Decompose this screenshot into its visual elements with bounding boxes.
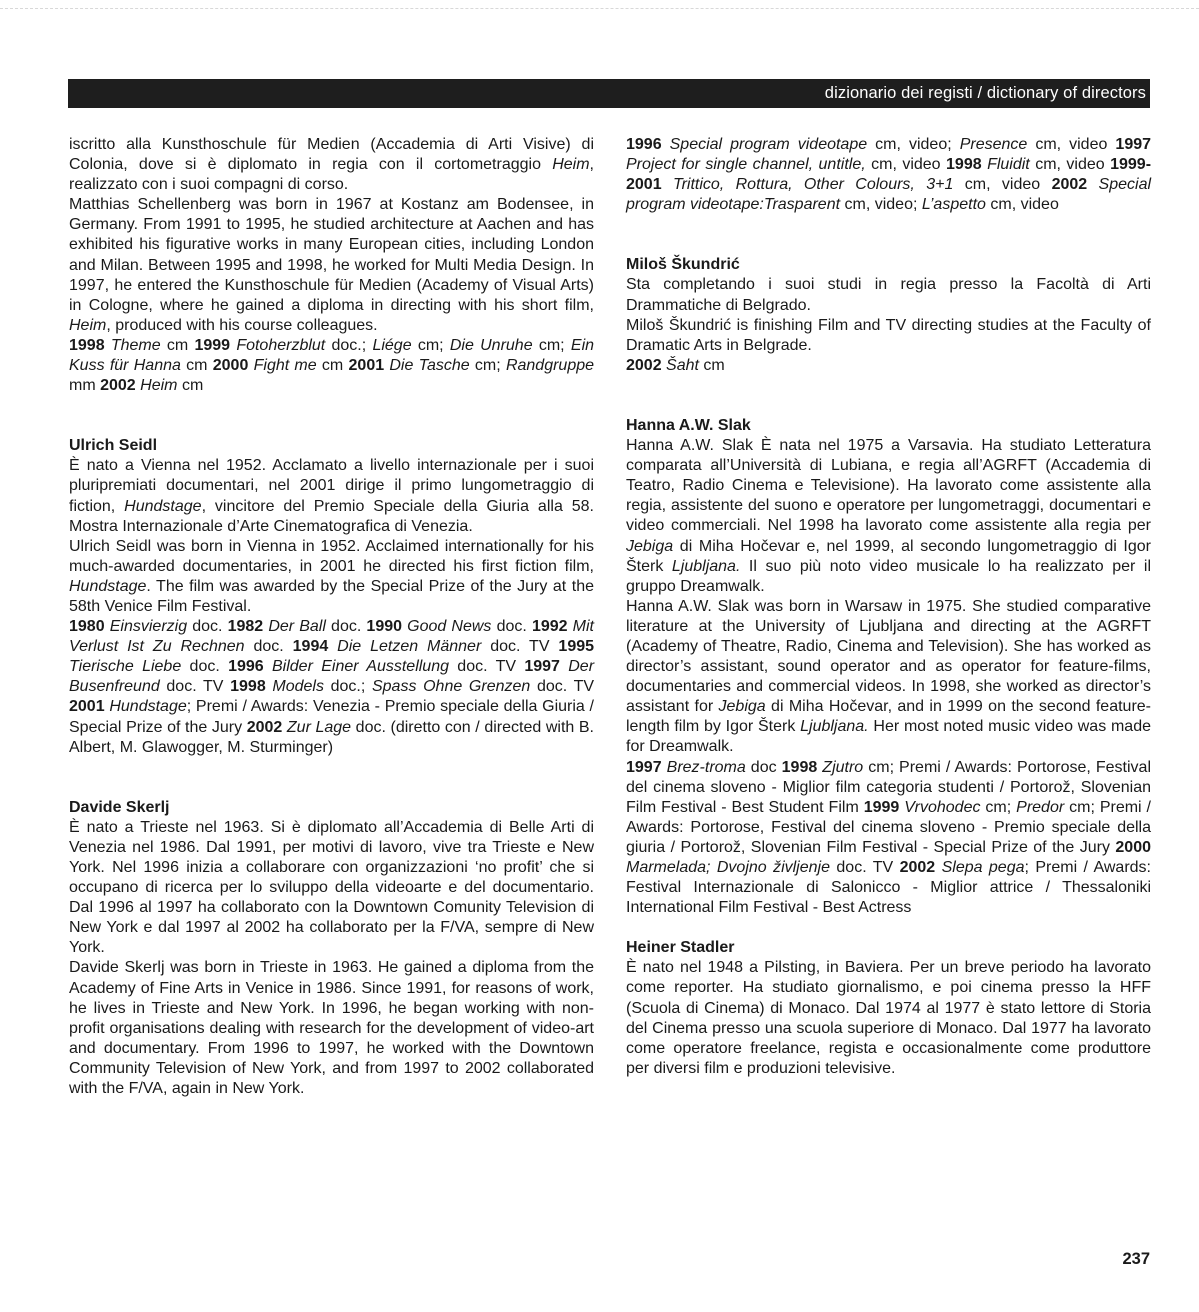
credit-title: Fotoherzblut — [236, 336, 326, 354]
credit-year: 2002 — [246, 718, 287, 736]
credit-year: 2000 — [1115, 838, 1151, 856]
credit-text: cm, video; — [867, 136, 960, 153]
credit-title: Die Unruhe — [449, 336, 533, 354]
filmography — [69, 617, 594, 758]
top-rule — [0, 8, 1199, 9]
credit-title: Einsvierzig — [109, 618, 188, 636]
credit-title: Theme — [110, 336, 161, 354]
credit-text: cm; — [469, 357, 506, 375]
credit-year: 2002 — [899, 859, 942, 876]
bio-english — [69, 195, 594, 336]
credit-text: doc. — [244, 638, 293, 656]
credit-title: Trittico, Rottura, Other Colours, 3+1 — [672, 176, 954, 194]
credit-year: 1997 — [524, 658, 569, 676]
credit-text: doc. TV — [530, 678, 595, 696]
entry-skundric — [626, 255, 1151, 376]
credit-text: doc. — [181, 658, 229, 676]
credit-title: Fight me — [253, 357, 317, 375]
credit-year: 1998 — [781, 758, 823, 776]
text: È nato a Vienna nel 1952. Acclamato a livello internazionale per i suoi pluripremiati documentari, nel 2001 dirige il primo lungometraggio di fiction, — [69, 457, 594, 515]
credit-title: Tierische Liebe — [69, 658, 182, 676]
text: Ulrich Seidl was born in Vienna in 1952. Acclaimed internationally for his much-awarded documentaries, in 2001 he directed his first fiction film, — [69, 537, 594, 575]
text: di Miha Hočevar e, nel 1999, al secondo lungometraggio di Igor Šterk — [626, 537, 1151, 575]
film-title: Hundstage — [69, 577, 147, 595]
page-number: 237 — [1122, 1250, 1150, 1268]
credit-text: cm, video — [985, 196, 1059, 214]
credit-year: 2001 — [348, 357, 390, 375]
bio-english — [626, 597, 1151, 758]
credit-text: cm — [316, 357, 349, 375]
credit-text: doc. — [325, 618, 367, 636]
credit-text: doc. TV — [481, 638, 559, 656]
director-name: Miloš Škundrić — [626, 256, 740, 274]
filmography — [626, 135, 1151, 215]
credit-year: 1994 — [292, 638, 338, 656]
entry-gap — [626, 918, 1151, 938]
film-title: Heim — [69, 316, 107, 334]
filmography — [69, 336, 594, 396]
film-title: Ljubljana. — [671, 557, 741, 575]
film-title: Heim — [552, 156, 590, 174]
credit-year: 1990 — [366, 618, 408, 636]
credit-text: doc. (diretto con / directed with B. Albert, M. Glawogger, M. Sturminger) — [69, 718, 594, 756]
bio-italian — [626, 436, 1151, 597]
credit-title: Die Letzen Männer — [337, 638, 482, 656]
credit-year: 1998 — [69, 336, 111, 354]
text: . The film was awarded by the Special Prize of the Jury at the 58th Venice Film Festival. — [69, 577, 594, 615]
credit-title: Slepa pega — [941, 859, 1025, 876]
credit-year: 1996 — [228, 658, 272, 676]
credit-title: Mit Verlust Ist Zu Rechnen — [69, 618, 594, 656]
credit-title: Spass Ohne Grenzen — [371, 678, 531, 696]
credit-title: Fluidit — [987, 156, 1030, 174]
credit-text: doc. — [491, 618, 532, 636]
entry-skerlj — [69, 798, 594, 1099]
credit-text: cm, video; — [840, 196, 922, 214]
left-column — [69, 135, 594, 1099]
director-name: Hanna A.W. Slak — [626, 416, 751, 434]
bio-italian: È nato nel 1948 a Pilsting, in Baviera. Per un breve periodo ha lavorato come reporter. Ha studiato giornalismo, e poi cinema presso la HFF (Scuola di Cinema) di Monaco. Dal 1974 al 1977 è stato lettore di Storia del Cinema presso una scuola superiore di Monaco. Dal 1977 ha lavorato come operatore freelance, regista e occasionalmente come produttore per diversi film e produzioni televisive. — [626, 959, 1151, 1077]
credit-title: L’aspetto — [921, 196, 986, 214]
credit-year: 1996 — [626, 136, 670, 153]
section-title: dizionario dei registi / dictionary of directors — [824, 84, 1146, 102]
section-header-bar — [68, 79, 1150, 108]
credit-title: Liége — [372, 336, 412, 354]
filmography — [626, 758, 1151, 919]
credit-year: 1997 — [626, 758, 667, 776]
credit-title: Der Busenfreund — [69, 658, 595, 696]
film-title: Ljubljana. — [800, 718, 869, 736]
credit-text: cm — [698, 356, 725, 374]
credit-title: Vrvohodec — [904, 798, 981, 816]
text: Hanna A.W. Slak was born in Warsaw in 1975. She studied comparative literature at the University of Ljubljana and directing at the AGRFT (Academy of Theatre, Radio, Cinema and Television). She has worked as director’s assistant, sound operator and as operator for feature-films, documentaries and commercial videos. In 1998, she worked as director’s assistant for — [626, 597, 1151, 716]
credit-title: Project for single channel, untitle, — [626, 156, 866, 174]
credit-year: 1998 — [230, 678, 273, 696]
text: , realizzato con i suoi compagni di corso. — [69, 156, 594, 194]
credit-title: Special program videotape — [669, 136, 868, 153]
credit-title: Randgruppe — [505, 357, 595, 375]
credit-text: cm; Premi / Awards: Portorose, Festival del cinema sloveno - Miglior film categoria studenti / Portorož, Slovenian Film Festival - Best Student Film — [626, 758, 1152, 816]
credit-year: 2002 — [626, 356, 667, 374]
credit-title: Predor — [1016, 798, 1065, 816]
credit-text: cm — [180, 357, 213, 375]
credit-title: Zjutro — [822, 758, 864, 776]
credit-text: cm, video — [865, 156, 947, 174]
text: Matthias Schellenberg was born in 1967 at Kostanz am Bodensee, in Germany. From 1991 to 1995, he studied architecture at Aachen and has exhibited his figurative works in many European cities, including London and Milan. Between 1995 and 1998, he worked for Multi Media Design. In 1997, he entered the Kunsthoschule für Medien (Academy of Visual Arts) in Cologne, where he gained a diploma in directing with his short film, — [69, 196, 594, 314]
credit-text: doc — [745, 758, 782, 776]
credit-title: Zur Lage — [286, 718, 352, 736]
credit-title: Hundstage — [109, 698, 187, 716]
credit-title: Marmelada; Dvojno življenje — [626, 859, 830, 876]
credit-title: Presence — [959, 136, 1028, 153]
entry-gap — [69, 758, 594, 798]
bio-italian: Sta completando i suoi studi in regia presso la Facoltà di Arti Drammatiche di Belgrado. — [626, 276, 1151, 314]
film-title: Hundstage — [124, 497, 202, 515]
credit-year: 1997 — [1115, 136, 1152, 153]
entry-gap — [626, 376, 1151, 416]
credit-text: cm; — [411, 336, 450, 354]
credit-text: cm — [160, 336, 195, 354]
credit-title: Die Tasche — [389, 357, 470, 375]
credit-title: Šaht — [666, 356, 699, 374]
credit-year: 1999 — [194, 336, 237, 354]
credit-text: doc.; — [323, 678, 372, 696]
credit-text: doc. — [187, 618, 228, 636]
credit-title: Good News — [407, 618, 492, 636]
credit-text: ; Premi / Awards: Venezia - Premio speciale della Giuria / Special Prize of the Jury — [69, 698, 595, 736]
credit-year: 1992 — [531, 618, 573, 636]
text: Hanna A.W. Slak È nata nel 1975 a Varsavia. Ha studiato Letteratura comparata all’Università di Lubiana, e regia all’AGRFT (Accademia di Teatro, Radio Cinema e Televisione). Ha lavorato come assistente alla regia, assistente del suono e operatore per lungometraggi, documentari e video commerciali. Nel 1998 ha lavorato come assistente alla regia per — [626, 437, 1151, 535]
credit-year: 2000 — [212, 357, 254, 375]
credit-year: 1999-2001 — [626, 156, 1152, 194]
entry-stadler — [626, 938, 1151, 1079]
entry-skerlj-continued — [626, 135, 1151, 215]
bio-italian — [69, 456, 594, 536]
credit-year: 1980 — [69, 618, 110, 636]
credit-year: 2002 — [100, 377, 141, 395]
credit-text: cm; — [980, 798, 1017, 816]
credit-text: ; Premi / Awards: Festival Internazionale di Salonicco - Miglior attrice / Thessaloniki International Film Festival - Best Actress — [626, 859, 1152, 917]
credit-title: Heim — [140, 377, 178, 395]
credit-text: cm; — [532, 336, 571, 354]
text: , produced with his course colleagues. — [106, 316, 378, 334]
film-title: Jebiga — [626, 537, 674, 555]
credit-year: 2001 — [69, 698, 110, 716]
director-name: Ulrich Seidl — [69, 437, 158, 455]
credit-text: doc. TV — [159, 678, 231, 696]
entry-gap — [626, 215, 1151, 255]
bio-italian: È nato a Trieste nel 1963. Si è diplomato all’Accademia di Belle Arti di Venezia nel 1986. Dal 1991, per motivi di lavoro, vive tra Trieste e New York. Nel 1996 inizia a collaborare con organizzazioni ‘no profit’ che si occupano di ricerca per lo sviluppo della videoarte e del documentario. Dal 1996 al 1997 ha collaborato con la Downtown Comunity Television di New York e dal 1997 al 2002 ha collaborato per la F/VA, sempre di New York. — [69, 818, 594, 957]
credit-year: 2002 — [1051, 176, 1099, 194]
right-column — [626, 135, 1151, 1079]
bio-english: Miloš Škundrić is finishing Film and TV directing studies at the Faculty of Dramatic Arts in Belgrade. — [626, 316, 1151, 354]
credit-text: cm — [177, 377, 204, 395]
credit-title: Bilder Einer Ausstellung — [272, 658, 449, 676]
text: Her most noted music video was made for Dreamwalk. — [626, 718, 1151, 756]
credit-text: doc.; — [325, 336, 373, 354]
filmography — [626, 356, 1151, 376]
director-name: Davide Skerlj — [69, 798, 170, 816]
credit-text: doc. TV — [449, 658, 525, 676]
entry-gap — [69, 396, 594, 436]
credit-year: 1999 — [863, 798, 905, 816]
credit-title: Special program videotape:Trasparent — [626, 176, 1152, 214]
credit-text: mm — [69, 377, 101, 395]
credit-text: cm, video — [1029, 156, 1111, 174]
entry-slak — [626, 416, 1151, 918]
text: Il suo più noto video musicale lo ha realizzato per il gruppo Dreamwalk. — [626, 557, 1151, 595]
entry-seidl — [69, 436, 594, 758]
credit-title: Ein Kuss für Hanna — [69, 336, 595, 375]
bio-english — [69, 537, 594, 617]
credit-text: cm, video — [1027, 136, 1116, 153]
text: iscritto alla Kunsthoschule für Medien (Accademia di Arti Visive) di Colonia, dove si è diplomato in regia con il cortometraggio — [69, 136, 594, 174]
credit-text: cm; Premi / Awards: Portorose, Festival del cinema sloveno - Premio speciale della giuria / Portorož, Slovenian Film Festival - Special Prize of the Jury — [626, 798, 1152, 856]
entry-schellenberg — [69, 135, 594, 396]
credit-title: Models — [272, 678, 324, 696]
bio-italian — [69, 135, 594, 195]
text: di Miha Hočevar, and in 1999 on the second feature-length film by Igor Šterk — [626, 698, 1152, 736]
credit-title: Brez-troma — [666, 758, 746, 776]
credit-title: Der Ball — [268, 618, 326, 636]
film-title: Jebiga — [718, 698, 766, 716]
credit-year: 1982 — [227, 618, 269, 636]
credit-year: 1998 — [946, 156, 988, 174]
credit-text: cm, video — [953, 176, 1052, 194]
bio-english: Davide Skerlj was born in Trieste in 1963. He gained a diploma from the Academy of Fine Arts in Venice in 1986. Since 1991, for reasons of work, he lives in Trieste and New York. In 1996, he began working with non-profit organisations dealing with research for the development of video-art and documentary. From 1996 to 1997, he worked with the Downtown Community Television of New York, and from 1997 to 2002 collaborated with the F/VA, again in New York. — [69, 959, 594, 1098]
credit-year: 1995 — [558, 638, 595, 656]
director-name: Heiner Stadler — [626, 939, 735, 957]
credit-text: doc. TV — [830, 859, 900, 876]
text: , vincitore del Premio Speciale della Giuria alla 58. Mostra Internazionale d’Arte Cinematografica di Venezia. — [69, 497, 595, 535]
